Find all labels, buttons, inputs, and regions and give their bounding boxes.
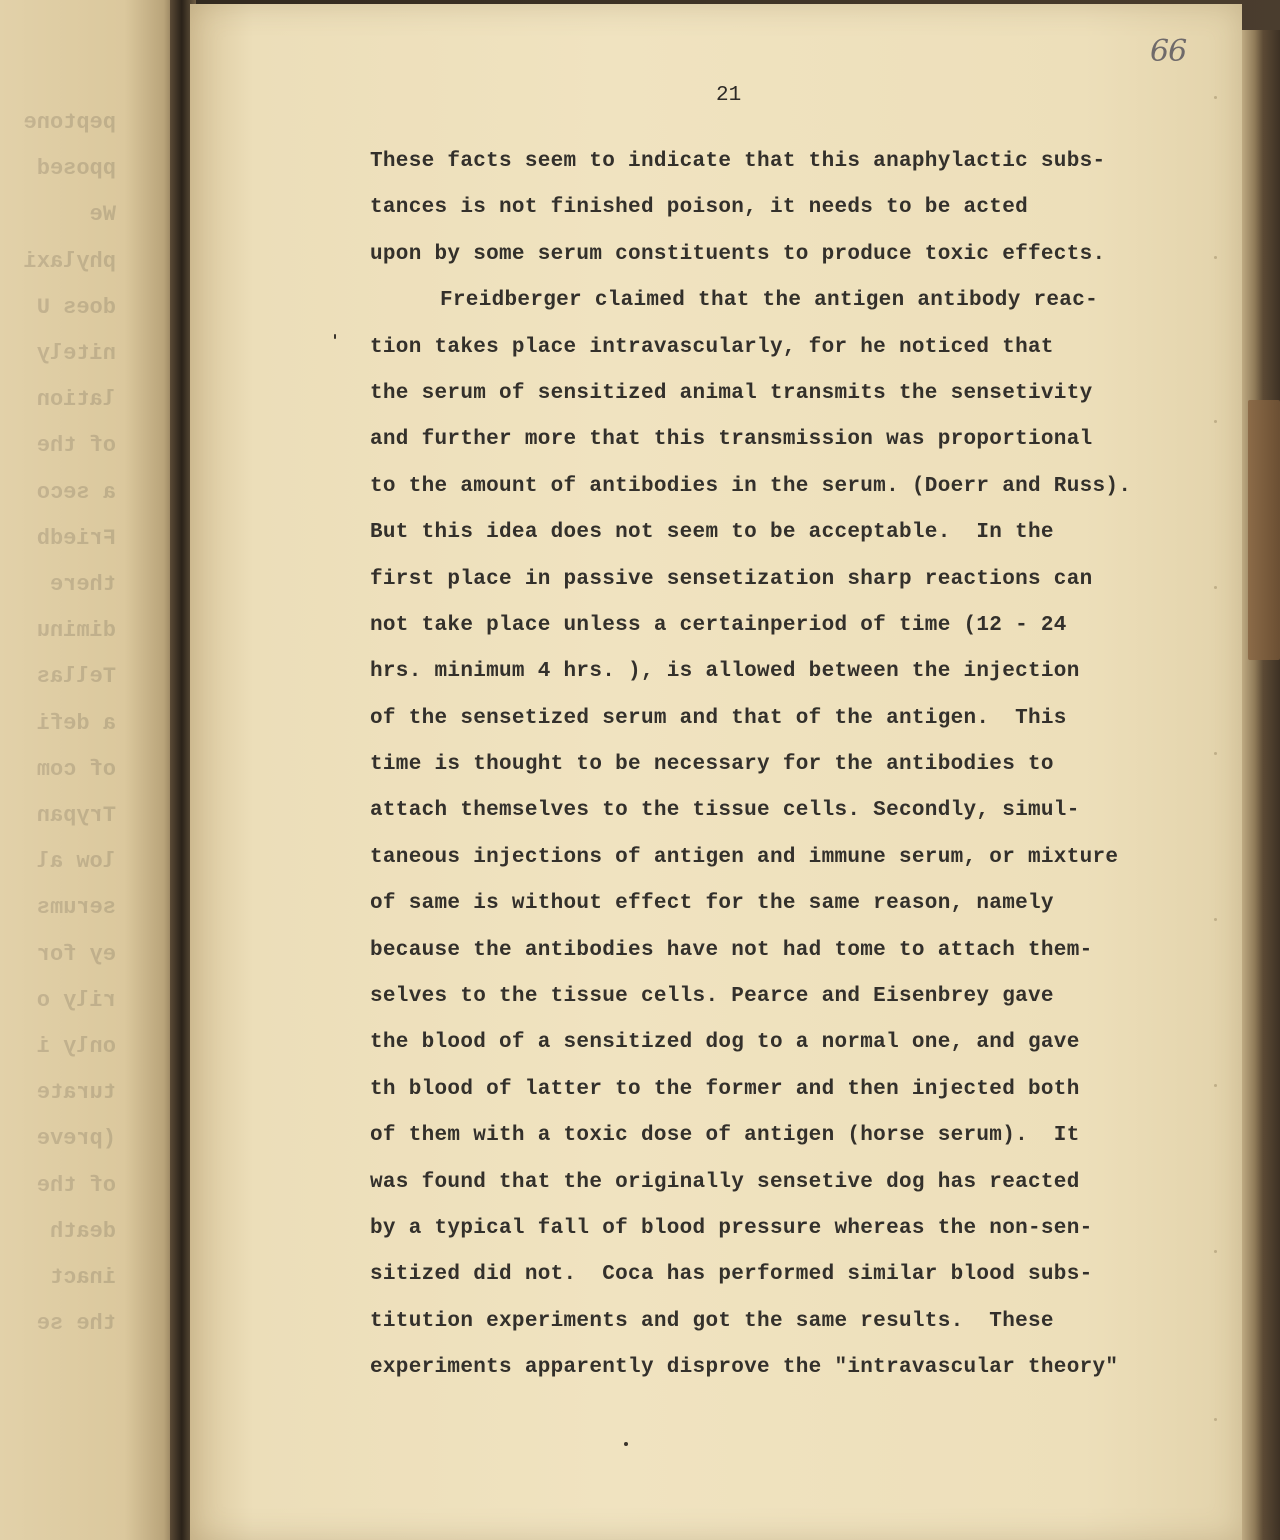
text-line: of the sensetized serum and that of the antigen. This [370, 706, 1067, 730]
bleed-line: ey for [36, 941, 116, 967]
text-line: tion takes place intravascularly, for he noticed that [370, 335, 1054, 359]
binding-hole [1214, 1250, 1217, 1253]
bleed-line: does U [36, 294, 116, 320]
text-line: the serum of sensitized animal transmits the sensetivity [370, 381, 1093, 405]
bleed-line: a defi [36, 710, 116, 736]
bleed-line: of the [36, 1172, 116, 1198]
bleed-line: Trypan [36, 803, 116, 829]
left-facing-page [0, 0, 178, 1540]
text-line: of same is without effect for the same reason, namely [370, 892, 1054, 916]
text-line: But this idea does not seem to be acceptable. In the [370, 521, 1054, 545]
bleed-line: serums [36, 895, 116, 921]
bleed-line: diminu [36, 618, 116, 644]
bleed-line: Friedb [36, 525, 116, 551]
binding-hole [1214, 420, 1217, 423]
text-line: time is thought to be necessary for the antibodies to [370, 753, 1054, 777]
text-line: Freidberger claimed that the antigen antibody reac- [440, 289, 1099, 313]
text-line: and further more that this transmission was proportional [370, 428, 1093, 452]
binding-hole [1214, 752, 1217, 755]
page-block-edge [1238, 30, 1280, 1540]
ink-speck [624, 1442, 628, 1446]
text-line: hrs. minimum 4 hrs. ), is allowed between the injection [370, 660, 1080, 684]
text-line: tances is not finished poison, it needs to be acted [370, 196, 1029, 220]
bleed-line: nitely [36, 341, 116, 367]
bleed-line: of com [36, 756, 116, 782]
bleed-line: only i [36, 1034, 116, 1060]
text-line: selves to the tissue cells. Pearce and Eisenbrey gave [370, 985, 1054, 1009]
bleed-line: a seco [36, 479, 116, 505]
text-line: taneous injections of antigen and immune serum, or mixture [370, 845, 1119, 869]
text-line: of them with a toxic dose of antigen (horse serum). It [370, 1124, 1080, 1148]
text-line: because the antibodies have not had tome to attach them- [370, 938, 1093, 962]
binding-hole [1214, 256, 1217, 259]
text-line: by a typical fall of blood pressure whereas the non-sen- [370, 1216, 1093, 1240]
bleed-line: rily o [36, 987, 116, 1013]
text-line: th blood of latter to the former and then injected both [370, 1077, 1080, 1101]
typed-body-text [370, 146, 1131, 1399]
page-number: 21 [716, 84, 742, 107]
text-line: was found that the originally sensetive dog has reacted [370, 1170, 1080, 1194]
bleed-through-text [0, 100, 116, 1347]
bleed-line: peptone [23, 110, 116, 135]
text-line: attach themselves to the tissue cells. Secondly, simul- [370, 799, 1080, 823]
bleed-line: pposed [36, 156, 116, 182]
bleed-line: We [89, 202, 116, 228]
bleed-line: of the [36, 433, 116, 459]
bleed-line: Tellas [36, 664, 116, 690]
bleed-line: inact [49, 1265, 116, 1291]
binding-hole [1214, 586, 1217, 589]
bleed-line: there [49, 572, 116, 598]
page-edge-tab [1248, 400, 1280, 660]
text-line: experiments apparently disprove the "intravascular theory" [370, 1356, 1119, 1380]
text-line: not take place unless a certainperiod of time (12 - 24 [370, 613, 1067, 637]
bleed-line: the se [36, 1311, 116, 1337]
bleed-line: lation [36, 387, 116, 413]
text-line: These facts seem to indicate that this anaphylactic subs- [370, 150, 1106, 173]
text-line: titution experiments and got the same results. These [370, 1309, 1054, 1333]
bleed-line: low al [36, 849, 116, 875]
binding-hole [1214, 1084, 1217, 1087]
text-line: to the amount of antibodies in the serum. (Doerr and Russ). [370, 474, 1132, 498]
text-line: the blood of a sensitized dog to a normal one, and gave [370, 1031, 1080, 1055]
text-line: upon by some serum constituents to produce toxic effects. [370, 242, 1106, 266]
binding-hole [1214, 918, 1217, 921]
binding-hole [1214, 96, 1217, 99]
text-line: first place in passive sensetization sharp reactions can [370, 567, 1093, 591]
bleed-line: (preve [36, 1126, 116, 1152]
binding-hole [1214, 1418, 1217, 1421]
text-line: sitized did not. Coca has performed similar blood subs- [370, 1263, 1093, 1287]
bleed-line: turate [36, 1080, 116, 1106]
ink-speck [334, 334, 336, 339]
bleed-line: phylaxi [23, 248, 116, 274]
bleed-line: death [49, 1218, 116, 1244]
handwritten-folio-number: 66 [1150, 34, 1187, 69]
